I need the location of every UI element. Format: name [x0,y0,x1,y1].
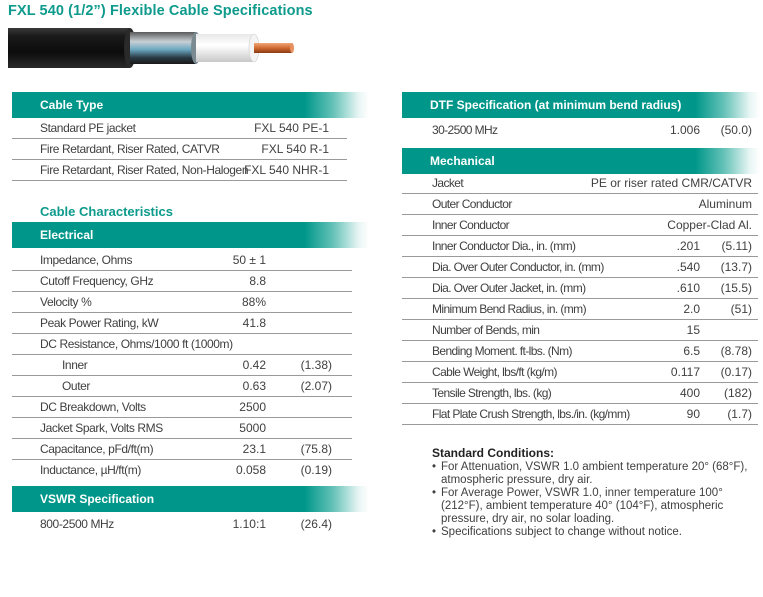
row-label: Inductance, µH/ft(m) [40,463,141,477]
row-label: Cutoff Frequency, GHz [40,274,154,288]
row-value-metric: (75.8) [300,442,332,456]
row-value: 1.006 [669,123,700,137]
row-value: .201 [676,239,700,253]
row-value: 41.8 [242,316,266,330]
condition-item [432,461,762,487]
row-label: Jacket [432,176,464,190]
row-label: Outer Conductor [432,197,512,211]
row-value: 50 ± 1 [232,253,266,267]
table-row [12,250,352,271]
row-label: Peak Power Rating, kW [40,316,159,330]
dtf-header-label: DTF Specification (at minimum bend radius) [430,98,682,112]
row-value: 15 [686,323,700,337]
row-value: 1.10:1 [232,517,266,531]
row-value: FXL 540 R-1 [261,142,329,156]
row-value: PE or riser rated CMR/CATVR [590,176,752,190]
row-value-metric: (26.4) [300,517,332,531]
table-row [12,460,352,481]
row-value-metric: (182) [723,386,752,400]
row-value: .610 [676,281,700,295]
table-row [12,355,352,376]
row-value: Copper-Clad Al. [667,218,752,232]
table-row [12,397,352,418]
table-row [402,341,758,362]
mechanical-header-label: Mechanical [430,154,495,168]
table-row [12,160,347,181]
table-row [12,118,347,139]
table-row [402,404,758,425]
table-row [12,334,352,355]
table-row [402,194,758,215]
row-label: Impedance, Ohms [40,253,133,267]
row-label: Standard PE jacket [40,121,136,135]
row-value: 23.1 [242,442,266,456]
row-value: 2.0 [683,302,700,316]
row-value: .540 [676,260,700,274]
row-label: Capacitance, pFd/ft(m) [40,442,154,456]
cable-inner-conductor [254,43,292,53]
table-row [402,215,758,236]
row-value-metric: (50.0) [720,123,752,137]
row-label: Cable Weight, lbs/ft (kg/m) [432,365,557,379]
row-value: 0.117 [670,365,700,379]
condition-item [432,487,762,526]
table-row [12,514,352,535]
table-row [12,376,352,397]
row-value-metric: (15.5) [720,281,752,295]
row-label: Inner Conductor [432,218,510,232]
row-label: Minimum Bend Radius, in. (mm) [432,302,586,316]
table-row [402,173,758,194]
row-value: 0.42 [242,358,266,372]
dtf-table [402,120,758,141]
condition-item [432,526,762,539]
row-label: DC Resistance, Ohms/1000 ft (1000m) [40,337,233,351]
table-row [12,439,352,460]
row-value-metric: (1.38) [300,358,332,372]
row-label: Tensile Strength, lbs. (kg) [432,386,552,400]
table-row [402,320,758,341]
row-value-metric: (51) [730,302,752,316]
electrical-table [12,250,352,481]
row-label: 30-2500 MHz [432,123,498,137]
row-value: 400 [679,386,700,400]
row-label: Jacket Spark, Volts RMS [40,421,163,435]
row-value-metric: (2.07) [300,379,332,393]
standard-conditions [432,447,762,539]
cable-outer-conductor [130,32,196,64]
row-value: 0.63 [242,379,266,393]
cable-jacket [8,28,130,68]
cable-type-header-label: Cable Type [40,98,104,112]
row-label: Dia. Over Outer Conductor, in. (mm) [432,260,604,274]
table-row [402,278,758,299]
electrical-header-label: Electrical [40,228,94,242]
electrical-header [12,222,369,248]
cable-dielectric [196,34,254,62]
cable-type-header [12,92,369,118]
cable-illustration [8,24,298,72]
dtf-header [402,92,760,118]
bullet-icon: • [432,526,437,538]
row-label: Velocity % [40,295,92,309]
row-value-metric: (5.11) [721,239,752,253]
row-value-metric: (0.17) [720,365,752,379]
row-value: 8.8 [249,274,266,288]
vswr-header-label: VSWR Specification [40,492,155,506]
table-row [402,257,758,278]
condition-text: For Attenuation, VSWR 1.0 ambient temperature 20° (68°F), atmospheric pressure, dry air. [441,461,748,486]
row-value: FXL 540 NHR-1 [244,163,329,177]
vswr-table [12,514,352,535]
condition-text: Specifications subject to change without notice. [441,526,683,538]
cable-characteristics-title: Cable Characteristics [40,204,173,219]
row-label: Inner Conductor Dia., in. (mm) [432,239,576,253]
table-row [402,236,758,257]
table-row [402,383,758,404]
table-row [12,292,352,313]
row-label: Fire Retardant, Riser Rated, CATVR [40,142,220,156]
row-value-metric: (0.19) [300,463,332,477]
row-label: 800-2500 MHz [40,517,114,531]
row-label: Bending Moment. ft-lbs. (Nm) [432,344,572,358]
table-row [402,120,758,141]
row-label: Flat Plate Crush Strength, lbs./in. (kg/mm) [432,407,630,421]
standard-conditions-title: Standard Conditions: [432,446,554,460]
row-value: 88% [241,295,266,309]
row-value: Aluminum [698,197,752,211]
condition-text: For Average Power, VSWR 1.0, inner temperature 100° (212°F), ambient temperature 40° (104°F), atmospheric pressure, dry air, no solar loading. [441,487,724,525]
table-row [12,313,352,334]
table-row [402,299,758,320]
bullet-icon: • [432,461,437,473]
row-value: 6.5 [683,344,700,358]
table-row [12,418,352,439]
row-value: 0.058 [235,463,266,477]
row-value: 90 [686,407,700,421]
page-title: FXL 540 (1/2”) Flexible Cable Specifications [8,3,313,19]
row-label: Dia. Over Outer Jacket, in. (mm) [432,281,586,295]
row-value: 5000 [239,421,266,435]
row-value-metric: (8.78) [720,344,752,358]
mechanical-header [402,148,760,174]
row-label: Outer [62,379,91,393]
row-label: Inner [62,358,88,372]
vswr-header [12,486,369,512]
row-value: FXL 540 PE-1 [254,121,329,135]
table-row [402,362,758,383]
row-label: Number of Bends, min [432,323,540,337]
mechanical-table [402,173,758,425]
row-label: Fire Retardant, Riser Rated, Non-Halogen [40,163,249,177]
row-value-metric: (13.7) [720,260,752,274]
row-value-metric: (1.7) [727,407,752,421]
row-label: DC Breakdown, Volts [40,400,146,414]
row-value: 2500 [239,400,266,414]
table-row [12,139,347,160]
cable-type-table [12,118,347,181]
bullet-icon: • [432,487,437,499]
table-row [12,271,352,292]
